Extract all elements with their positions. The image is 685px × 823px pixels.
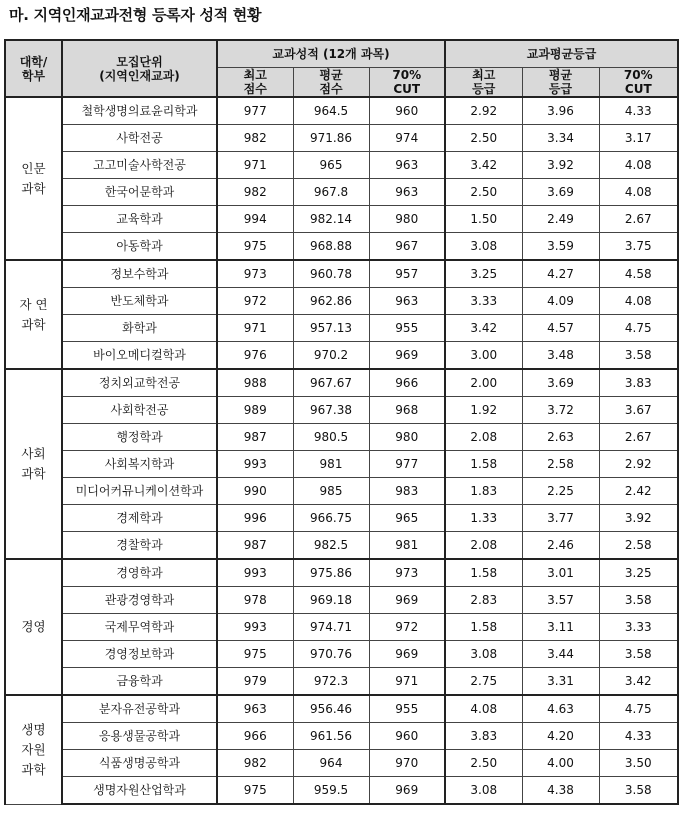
max-level-cell: 1.92: [445, 397, 522, 424]
avg-score-cell: 967.38: [293, 397, 369, 424]
table-row: [5, 342, 678, 370]
cut-score-cell: 965: [369, 505, 445, 532]
max-score-cell: 975: [217, 641, 293, 668]
table-row: [5, 668, 678, 696]
max-level-cell: 2.50: [445, 125, 522, 152]
cut-level-cell: 4.08: [599, 152, 678, 179]
max-level-cell: 2.83: [445, 587, 522, 614]
table-row: [5, 179, 678, 206]
cut-score-cell: 983: [369, 478, 445, 505]
cut-level-cell: 3.50: [599, 750, 678, 777]
cut-level-cell: 4.75: [599, 315, 678, 342]
avg-score-cell: 956.46: [293, 695, 369, 723]
unit-name-cell: 정보수학과: [62, 260, 217, 288]
table-row: [5, 478, 678, 505]
college-cell: 자 연 과학: [5, 260, 62, 369]
cut-score-cell: 955: [369, 315, 445, 342]
table-body: [5, 97, 678, 804]
cut-level-cell: 3.58: [599, 587, 678, 614]
avg-score-cell: 970.2: [293, 342, 369, 370]
table-row: [5, 587, 678, 614]
max-level-cell: 3.33: [445, 288, 522, 315]
cut-level-cell: 2.42: [599, 478, 678, 505]
max-score-cell: 963: [217, 695, 293, 723]
avg-score-cell: 972.3: [293, 668, 369, 696]
cut-score-cell: 960: [369, 723, 445, 750]
table-row: [5, 559, 678, 587]
cut-score-cell: 969: [369, 777, 445, 805]
header-avg-level: 평균 등급: [522, 68, 599, 98]
cut-level-cell: 3.83: [599, 369, 678, 397]
cut-score-cell: 969: [369, 641, 445, 668]
page-title: 마. 지역인재교과전형 등록자 성적 현황: [9, 6, 262, 24]
max-score-cell: 993: [217, 614, 293, 641]
avg-score-cell: 971.86: [293, 125, 369, 152]
max-score-cell: 975: [217, 233, 293, 261]
avg-score-cell: 975.86: [293, 559, 369, 587]
unit-name-cell: 경영학과: [62, 559, 217, 587]
max-score-cell: 975: [217, 777, 293, 805]
cut-level-cell: 3.25: [599, 559, 678, 587]
table-row: [5, 206, 678, 233]
cut-score-cell: 968: [369, 397, 445, 424]
avg-level-cell: 2.49: [522, 206, 599, 233]
max-score-cell: 987: [217, 424, 293, 451]
avg-level-cell: 4.63: [522, 695, 599, 723]
avg-score-cell: 967.67: [293, 369, 369, 397]
table-row: [5, 777, 678, 805]
max-score-cell: 971: [217, 152, 293, 179]
cut-score-cell: 969: [369, 587, 445, 614]
table-row: [5, 750, 678, 777]
max-score-cell: 982: [217, 125, 293, 152]
college-cell: 인문 과학: [5, 97, 62, 260]
avg-level-cell: 4.27: [522, 260, 599, 288]
max-score-cell: 979: [217, 668, 293, 696]
max-level-cell: 2.08: [445, 532, 522, 560]
cut-score-cell: 960: [369, 97, 445, 125]
unit-name-cell: 국제무역학과: [62, 614, 217, 641]
max-level-cell: 1.58: [445, 451, 522, 478]
max-score-cell: 982: [217, 179, 293, 206]
table-row: [5, 505, 678, 532]
avg-level-cell: 4.20: [522, 723, 599, 750]
table-row: [5, 315, 678, 342]
avg-level-cell: 2.63: [522, 424, 599, 451]
avg-score-cell: 981: [293, 451, 369, 478]
avg-level-cell: 3.77: [522, 505, 599, 532]
max-level-cell: 2.92: [445, 97, 522, 125]
unit-name-cell: 관광경영학과: [62, 587, 217, 614]
avg-score-cell: 980.5: [293, 424, 369, 451]
table-row: [5, 424, 678, 451]
cut-score-cell: 981: [369, 532, 445, 560]
admission-results-table: [4, 39, 679, 805]
cut-level-cell: 4.08: [599, 179, 678, 206]
unit-name-cell: 금융학과: [62, 668, 217, 696]
avg-level-cell: 3.44: [522, 641, 599, 668]
header-max-level: 최고 등급: [445, 68, 522, 98]
unit-name-cell: 정치외교학전공: [62, 369, 217, 397]
cut-score-cell: 973: [369, 559, 445, 587]
unit-name-cell: 응용생물공학과: [62, 723, 217, 750]
cut-score-cell: 972: [369, 614, 445, 641]
max-score-cell: 982: [217, 750, 293, 777]
avg-score-cell: 966.75: [293, 505, 369, 532]
avg-score-cell: 982.14: [293, 206, 369, 233]
table-row: [5, 233, 678, 261]
avg-level-cell: 3.48: [522, 342, 599, 370]
unit-name-cell: 화학과: [62, 315, 217, 342]
unit-name-cell: 사학전공: [62, 125, 217, 152]
avg-score-cell: 974.71: [293, 614, 369, 641]
max-score-cell: 993: [217, 451, 293, 478]
cut-level-cell: 3.58: [599, 342, 678, 370]
header-college: 대학/ 학부: [5, 40, 62, 97]
cut-score-cell: 977: [369, 451, 445, 478]
cut-level-cell: 4.08: [599, 288, 678, 315]
max-score-cell: 996: [217, 505, 293, 532]
header-cut-score: 70% CUT: [369, 68, 445, 98]
header-cut-level: 70% CUT: [599, 68, 678, 98]
table-row: [5, 125, 678, 152]
college-cell: 생명 자원 과학: [5, 695, 62, 804]
max-score-cell: 990: [217, 478, 293, 505]
avg-score-cell: 962.86: [293, 288, 369, 315]
cut-level-cell: 3.42: [599, 668, 678, 696]
max-score-cell: 966: [217, 723, 293, 750]
avg-score-cell: 960.78: [293, 260, 369, 288]
max-level-cell: 2.50: [445, 179, 522, 206]
avg-level-cell: 2.58: [522, 451, 599, 478]
cut-score-cell: 970: [369, 750, 445, 777]
avg-level-cell: 4.38: [522, 777, 599, 805]
cut-level-cell: 2.92: [599, 451, 678, 478]
cut-score-cell: 955: [369, 695, 445, 723]
max-score-cell: 973: [217, 260, 293, 288]
header-levels-group: 교과평균등급: [445, 40, 678, 68]
cut-level-cell: 4.58: [599, 260, 678, 288]
avg-level-cell: 4.57: [522, 315, 599, 342]
table-row: [5, 614, 678, 641]
max-score-cell: 987: [217, 532, 293, 560]
unit-name-cell: 경찰학과: [62, 532, 217, 560]
header-max-score: 최고 점수: [217, 68, 293, 98]
unit-name-cell: 철학생명의료윤리학과: [62, 97, 217, 125]
cut-score-cell: 963: [369, 288, 445, 315]
max-score-cell: 972: [217, 288, 293, 315]
max-score-cell: 994: [217, 206, 293, 233]
unit-name-cell: 분자유전공학과: [62, 695, 217, 723]
max-level-cell: 3.08: [445, 641, 522, 668]
max-level-cell: 4.08: [445, 695, 522, 723]
max-level-cell: 3.42: [445, 315, 522, 342]
header-avg-score: 평균 점수: [293, 68, 369, 98]
unit-name-cell: 생명자원산업학과: [62, 777, 217, 805]
cut-score-cell: 971: [369, 668, 445, 696]
max-score-cell: 971: [217, 315, 293, 342]
avg-score-cell: 985: [293, 478, 369, 505]
table-row: [5, 152, 678, 179]
avg-score-cell: 957.13: [293, 315, 369, 342]
max-level-cell: 2.08: [445, 424, 522, 451]
max-level-cell: 3.08: [445, 777, 522, 805]
table-row: [5, 641, 678, 668]
max-level-cell: 1.33: [445, 505, 522, 532]
max-level-cell: 3.08: [445, 233, 522, 261]
max-level-cell: 2.50: [445, 750, 522, 777]
cut-level-cell: 2.67: [599, 206, 678, 233]
avg-level-cell: 4.00: [522, 750, 599, 777]
max-level-cell: 3.42: [445, 152, 522, 179]
cut-score-cell: 957: [369, 260, 445, 288]
table-row: [5, 397, 678, 424]
cut-level-cell: 3.58: [599, 641, 678, 668]
table-row: [5, 260, 678, 288]
avg-level-cell: 4.09: [522, 288, 599, 315]
max-level-cell: 3.00: [445, 342, 522, 370]
table-row: [5, 97, 678, 125]
max-level-cell: 1.50: [445, 206, 522, 233]
cut-level-cell: 3.17: [599, 125, 678, 152]
unit-name-cell: 교육학과: [62, 206, 217, 233]
table-row: [5, 369, 678, 397]
cut-score-cell: 980: [369, 206, 445, 233]
header-unit: 모집단위 (지역인재교과): [62, 40, 217, 97]
cut-level-cell: 4.75: [599, 695, 678, 723]
college-cell: 경영: [5, 559, 62, 695]
cut-score-cell: 969: [369, 342, 445, 370]
table-row: [5, 451, 678, 478]
college-cell: 사회 과학: [5, 369, 62, 559]
max-level-cell: 1.58: [445, 559, 522, 587]
avg-level-cell: 3.92: [522, 152, 599, 179]
max-level-cell: 1.83: [445, 478, 522, 505]
cut-level-cell: 3.92: [599, 505, 678, 532]
unit-name-cell: 사회학전공: [62, 397, 217, 424]
unit-name-cell: 고고미술사학전공: [62, 152, 217, 179]
max-level-cell: 2.75: [445, 668, 522, 696]
header-grades-group: 교과성적 (12개 과목): [217, 40, 445, 68]
avg-level-cell: 3.01: [522, 559, 599, 587]
cut-score-cell: 974: [369, 125, 445, 152]
max-score-cell: 988: [217, 369, 293, 397]
avg-score-cell: 964: [293, 750, 369, 777]
avg-score-cell: 967.8: [293, 179, 369, 206]
unit-name-cell: 바이오메디컬학과: [62, 342, 217, 370]
cut-score-cell: 963: [369, 179, 445, 206]
table-row: [5, 695, 678, 723]
max-score-cell: 976: [217, 342, 293, 370]
avg-level-cell: 3.59: [522, 233, 599, 261]
cut-score-cell: 963: [369, 152, 445, 179]
avg-level-cell: 3.69: [522, 179, 599, 206]
unit-name-cell: 경제학과: [62, 505, 217, 532]
avg-level-cell: 3.31: [522, 668, 599, 696]
unit-name-cell: 경영정보학과: [62, 641, 217, 668]
cut-score-cell: 966: [369, 369, 445, 397]
avg-score-cell: 964.5: [293, 97, 369, 125]
max-level-cell: 3.25: [445, 260, 522, 288]
cut-level-cell: 3.58: [599, 777, 678, 805]
avg-level-cell: 3.11: [522, 614, 599, 641]
max-score-cell: 977: [217, 97, 293, 125]
unit-name-cell: 미디어커뮤니케이션학과: [62, 478, 217, 505]
cut-level-cell: 3.67: [599, 397, 678, 424]
unit-name-cell: 사회복지학과: [62, 451, 217, 478]
max-level-cell: 2.00: [445, 369, 522, 397]
avg-level-cell: 3.34: [522, 125, 599, 152]
max-score-cell: 989: [217, 397, 293, 424]
cut-level-cell: 2.58: [599, 532, 678, 560]
avg-level-cell: 3.69: [522, 369, 599, 397]
max-level-cell: 1.58: [445, 614, 522, 641]
cut-score-cell: 967: [369, 233, 445, 261]
max-score-cell: 978: [217, 587, 293, 614]
avg-score-cell: 959.5: [293, 777, 369, 805]
cut-level-cell: 4.33: [599, 723, 678, 750]
avg-score-cell: 968.88: [293, 233, 369, 261]
max-level-cell: 3.83: [445, 723, 522, 750]
unit-name-cell: 한국어문학과: [62, 179, 217, 206]
cut-level-cell: 4.33: [599, 97, 678, 125]
table-row: [5, 723, 678, 750]
table-row: [5, 288, 678, 315]
cut-level-cell: 3.33: [599, 614, 678, 641]
unit-name-cell: 아동학과: [62, 233, 217, 261]
max-score-cell: 993: [217, 559, 293, 587]
table-header: [5, 40, 678, 97]
avg-score-cell: 965: [293, 152, 369, 179]
avg-score-cell: 969.18: [293, 587, 369, 614]
avg-score-cell: 961.56: [293, 723, 369, 750]
cut-level-cell: 2.67: [599, 424, 678, 451]
avg-score-cell: 982.5: [293, 532, 369, 560]
unit-name-cell: 반도체학과: [62, 288, 217, 315]
unit-name-cell: 행정학과: [62, 424, 217, 451]
avg-level-cell: 3.57: [522, 587, 599, 614]
avg-level-cell: 3.72: [522, 397, 599, 424]
table-row: [5, 532, 678, 560]
avg-level-cell: 2.25: [522, 478, 599, 505]
avg-level-cell: 3.96: [522, 97, 599, 125]
avg-level-cell: 2.46: [522, 532, 599, 560]
cut-score-cell: 980: [369, 424, 445, 451]
unit-name-cell: 식품생명공학과: [62, 750, 217, 777]
avg-score-cell: 970.76: [293, 641, 369, 668]
cut-level-cell: 3.75: [599, 233, 678, 261]
